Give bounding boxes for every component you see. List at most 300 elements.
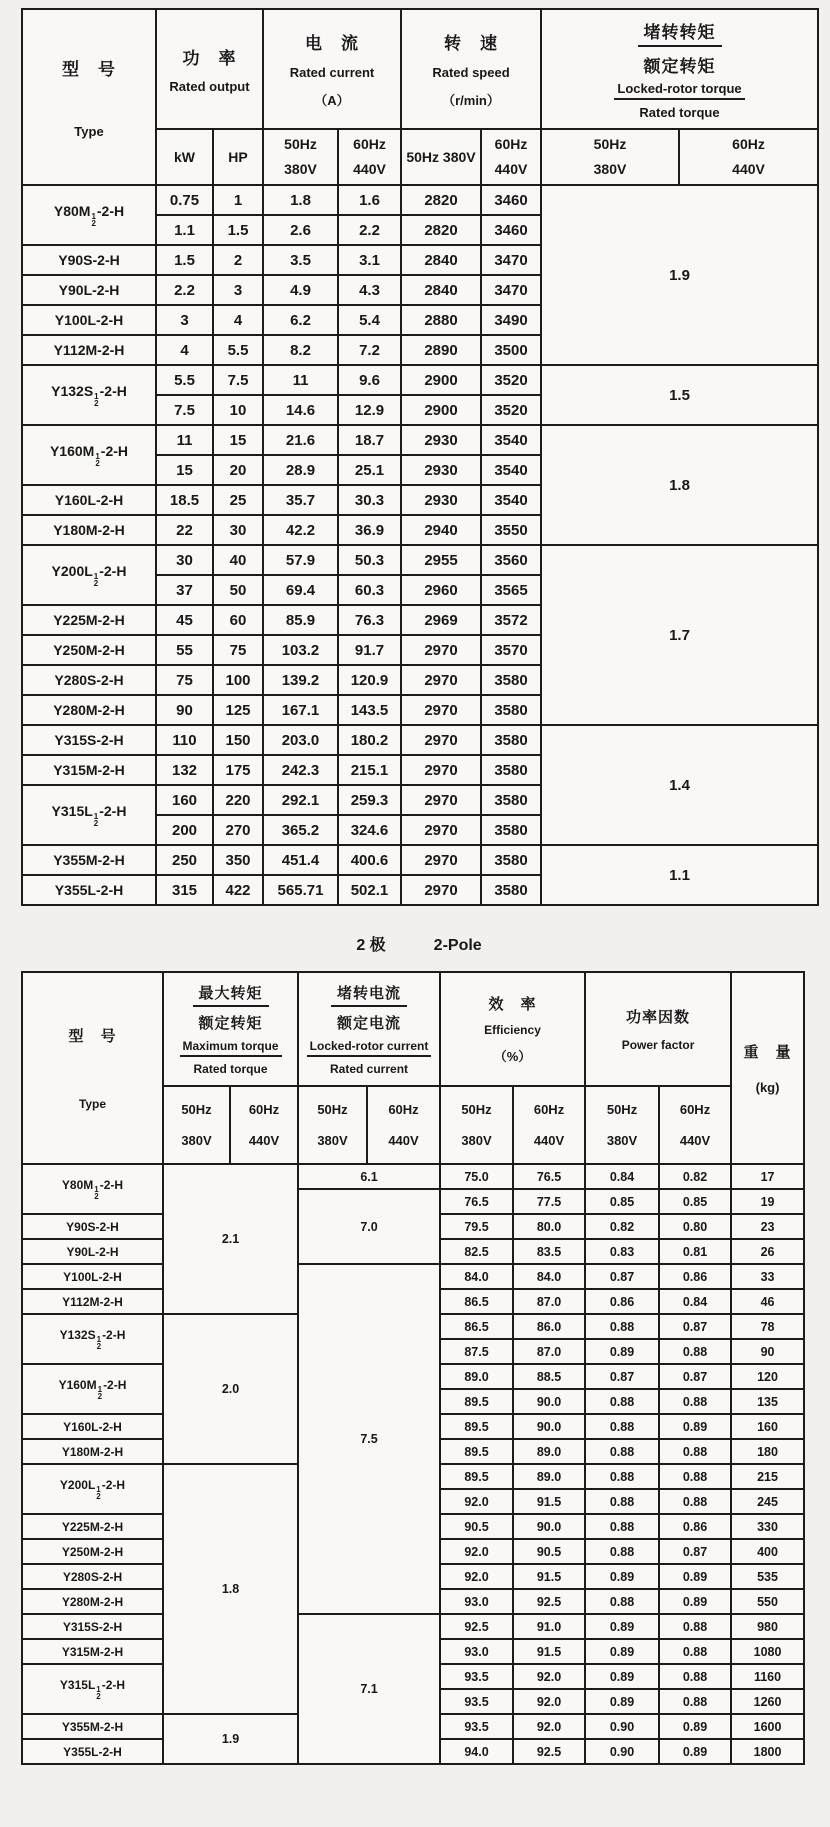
pf60-cell: 0.87 bbox=[659, 1364, 731, 1389]
n50-cell: 2940 bbox=[401, 515, 481, 545]
e60-cell: 90.5 bbox=[513, 1539, 585, 1564]
type-header bbox=[22, 9, 156, 185]
wt-cell: 90 bbox=[731, 1339, 804, 1364]
n60-cell: 3520 bbox=[481, 395, 541, 425]
hp-cell: 220 bbox=[213, 785, 263, 815]
table-row bbox=[22, 1264, 804, 1289]
speed-label-cn: 转 速 bbox=[444, 34, 498, 54]
freq-50hz: 50Hz bbox=[461, 1101, 492, 1117]
i50-cell: 292.1 bbox=[263, 785, 338, 815]
model-name: Y315S-2-H bbox=[62, 1619, 123, 1634]
model-cell bbox=[22, 1464, 163, 1514]
e60-cell: 83.5 bbox=[513, 1239, 585, 1264]
model-cell bbox=[22, 755, 156, 785]
n60-cell: 3490 bbox=[481, 305, 541, 335]
n60-cell: 3580 bbox=[481, 695, 541, 725]
pf50-cell: 0.88 bbox=[585, 1414, 659, 1439]
e60-cell: 92.0 bbox=[513, 1689, 585, 1714]
hp-cell: 4 bbox=[213, 305, 263, 335]
pf50-cell: 0.83 bbox=[585, 1239, 659, 1264]
weight-header bbox=[731, 972, 804, 1164]
e50-cell: 93.5 bbox=[440, 1689, 513, 1714]
model-cell bbox=[22, 1414, 163, 1439]
model-name: Y100L-2-H bbox=[63, 1269, 122, 1284]
n60-cell: 3580 bbox=[481, 815, 541, 845]
n50-cell: 2820 bbox=[401, 215, 481, 245]
pf60-cell: 0.88 bbox=[659, 1339, 731, 1364]
max-torque-ratio-cell: 2.1 bbox=[163, 1164, 298, 1314]
speed-label-en: Rated speed bbox=[432, 64, 510, 80]
power-factor-label-en: Power factor bbox=[621, 1038, 695, 1053]
current-label-en: Rated current bbox=[289, 64, 375, 80]
lrc-50hz-header bbox=[298, 1086, 367, 1164]
wt-cell: 550 bbox=[731, 1589, 804, 1614]
i60-cell: 7.2 bbox=[338, 335, 401, 365]
pf50-cell: 0.88 bbox=[585, 1314, 659, 1339]
wt-cell: 535 bbox=[731, 1564, 804, 1589]
hp-cell: 40 bbox=[213, 545, 263, 575]
model-name: Y180M-2-H bbox=[61, 1444, 124, 1459]
wt-cell: 33 bbox=[731, 1264, 804, 1289]
frame-size-stack: 1 2 bbox=[91, 212, 96, 228]
e50-cell: 75.0 bbox=[440, 1164, 513, 1189]
wt-cell: 1800 bbox=[731, 1739, 804, 1764]
pf60-cell: 0.89 bbox=[659, 1714, 731, 1739]
i50-cell: 21.6 bbox=[263, 425, 338, 455]
kw-cell: 37 bbox=[156, 575, 213, 605]
model-cell bbox=[22, 875, 156, 905]
table-row bbox=[22, 1614, 804, 1639]
table-row bbox=[22, 545, 818, 575]
n50-cell: 2969 bbox=[401, 605, 481, 635]
pf-50hz-header bbox=[585, 1086, 659, 1164]
i50-cell: 14.6 bbox=[263, 395, 338, 425]
locked-rotor-current-cell: 6.1 bbox=[298, 1164, 440, 1189]
hp-cell: 175 bbox=[213, 755, 263, 785]
i50-cell: 69.4 bbox=[263, 575, 338, 605]
i50-cell: 242.3 bbox=[263, 755, 338, 785]
efficiency-60hz-header bbox=[513, 1086, 585, 1164]
max-torque-60hz-header bbox=[230, 1086, 298, 1164]
hp-cell: 350 bbox=[213, 845, 263, 875]
i60-cell: 30.3 bbox=[338, 485, 401, 515]
kw-cell: 1.1 bbox=[156, 215, 213, 245]
e50-cell: 93.5 bbox=[440, 1714, 513, 1739]
e60-cell: 92.5 bbox=[513, 1739, 585, 1764]
e60-cell: 90.0 bbox=[513, 1514, 585, 1539]
table1-body bbox=[22, 185, 818, 905]
model-cell bbox=[22, 725, 156, 755]
model-name: Y180M-2-H bbox=[53, 521, 125, 538]
hp-cell: 20 bbox=[213, 455, 263, 485]
n60-cell: 3565 bbox=[481, 575, 541, 605]
i60-cell: 143.5 bbox=[338, 695, 401, 725]
model-cell bbox=[22, 1364, 163, 1414]
kw-cell: 110 bbox=[156, 725, 213, 755]
model-name: Y250M-2-H bbox=[61, 1544, 124, 1559]
wt-cell: 160 bbox=[731, 1414, 804, 1439]
table-row bbox=[22, 365, 818, 395]
e50-cell: 89.5 bbox=[440, 1389, 513, 1414]
model-name: Y315L 1 2 -2-H bbox=[59, 1678, 126, 1701]
model-cell bbox=[22, 785, 156, 845]
pf50-cell: 0.88 bbox=[585, 1589, 659, 1614]
e60-cell: 80.0 bbox=[513, 1214, 585, 1239]
n50-cell: 2880 bbox=[401, 305, 481, 335]
torque-ratio-header bbox=[541, 9, 818, 129]
kw-cell: 22 bbox=[156, 515, 213, 545]
i50-cell: 139.2 bbox=[263, 665, 338, 695]
kw-cell: 1.5 bbox=[156, 245, 213, 275]
i60-cell: 9.6 bbox=[338, 365, 401, 395]
model-name: Y132S 1 2 -2-H bbox=[59, 1328, 126, 1351]
e50-cell: 89.0 bbox=[440, 1364, 513, 1389]
torque-numerator-cn: 堵转转矩 bbox=[638, 18, 722, 47]
torque-ratio-cell: 1.9 bbox=[541, 185, 818, 365]
pf50-cell: 0.88 bbox=[585, 1489, 659, 1514]
frame-size-stack: 1 2 bbox=[95, 452, 100, 468]
kw-cell: 315 bbox=[156, 875, 213, 905]
n60-cell: 3470 bbox=[481, 245, 541, 275]
max-torque-numerator-en: Maximum torque bbox=[180, 1039, 282, 1057]
model-cell bbox=[22, 1639, 163, 1664]
lrc-denominator-en: Rated current bbox=[330, 1061, 409, 1076]
n50-cell: 2960 bbox=[401, 575, 481, 605]
e60-cell: 89.0 bbox=[513, 1464, 585, 1489]
e50-cell: 92.0 bbox=[440, 1539, 513, 1564]
e50-cell: 84.0 bbox=[440, 1264, 513, 1289]
volt-380v: 380V bbox=[593, 161, 627, 177]
i60-cell: 400.6 bbox=[338, 845, 401, 875]
wt-cell: 400 bbox=[731, 1539, 804, 1564]
table-row bbox=[22, 1164, 804, 1189]
model-name: Y225M-2-H bbox=[61, 1519, 124, 1534]
weight-label-cn: 重 量 bbox=[743, 1044, 792, 1061]
n60-cell: 3570 bbox=[481, 635, 541, 665]
wt-cell: 23 bbox=[731, 1214, 804, 1239]
pf60-cell: 0.88 bbox=[659, 1464, 731, 1489]
e60-cell: 84.0 bbox=[513, 1264, 585, 1289]
max-torque-50hz-header bbox=[163, 1086, 230, 1164]
pf50-cell: 0.82 bbox=[585, 1214, 659, 1239]
e60-cell: 91.0 bbox=[513, 1614, 585, 1639]
i60-cell: 324.6 bbox=[338, 815, 401, 845]
frame-size-stack: 1 2 bbox=[96, 1485, 101, 1501]
wt-cell: 1600 bbox=[731, 1714, 804, 1739]
e60-cell: 89.0 bbox=[513, 1439, 585, 1464]
e60-cell: 91.5 bbox=[513, 1639, 585, 1664]
model-cell bbox=[22, 1614, 163, 1639]
hp-cell: 3 bbox=[213, 275, 263, 305]
max-torque-denominator-cn: 额定转矩 bbox=[198, 1015, 263, 1033]
pf50-cell: 0.88 bbox=[585, 1389, 659, 1414]
e50-cell: 94.0 bbox=[440, 1739, 513, 1764]
pf60-cell: 0.88 bbox=[659, 1664, 731, 1689]
model-name: Y280S-2-H bbox=[54, 671, 124, 688]
power-header bbox=[156, 9, 263, 129]
e50-cell: 79.5 bbox=[440, 1214, 513, 1239]
model-cell bbox=[22, 1714, 163, 1739]
wt-cell: 46 bbox=[731, 1289, 804, 1314]
pf60-cell: 0.82 bbox=[659, 1164, 731, 1189]
model-name: Y80M 1 2 -2-H bbox=[53, 203, 125, 228]
model-cell bbox=[22, 185, 156, 245]
model-name: Y112M-2-H bbox=[62, 1294, 123, 1309]
max-torque-numerator-cn: 最大转矩 bbox=[193, 982, 269, 1007]
model-name: Y315L 1 2 -2-H bbox=[51, 803, 127, 828]
e50-cell: 89.5 bbox=[440, 1414, 513, 1439]
i50-cell: 103.2 bbox=[263, 635, 338, 665]
i60-cell: 5.4 bbox=[338, 305, 401, 335]
i60-cell: 50.3 bbox=[338, 545, 401, 575]
e60-cell: 90.0 bbox=[513, 1414, 585, 1439]
model-name: Y90L-2-H bbox=[58, 281, 120, 298]
hp-cell: 150 bbox=[213, 725, 263, 755]
volt-440v: 440V bbox=[533, 1133, 565, 1148]
freq-50hz: 50Hz bbox=[606, 1101, 638, 1117]
e60-cell: 92.5 bbox=[513, 1589, 585, 1614]
model-name: Y280S-2-H bbox=[62, 1569, 123, 1584]
model-cell bbox=[22, 1664, 163, 1714]
kw-cell: 3 bbox=[156, 305, 213, 335]
frame-size-stack: 1 2 bbox=[94, 392, 99, 408]
pf60-cell: 0.89 bbox=[659, 1414, 731, 1439]
torque-denominator-en: Rated torque bbox=[639, 105, 720, 121]
n60-cell: 3580 bbox=[481, 875, 541, 905]
model-name: Y355L-2-H bbox=[63, 1744, 122, 1759]
e50-cell: 86.5 bbox=[440, 1314, 513, 1339]
kw-cell: 18.5 bbox=[156, 485, 213, 515]
i50-cell: 28.9 bbox=[263, 455, 338, 485]
hp-cell: 25 bbox=[213, 485, 263, 515]
frame-size-stack: 1 2 bbox=[96, 1685, 101, 1701]
i50-cell: 565.71 bbox=[263, 875, 338, 905]
model-cell bbox=[22, 1564, 163, 1589]
n60-cell: 3580 bbox=[481, 725, 541, 755]
model-name: Y225M-2-H bbox=[53, 611, 125, 628]
pf50-cell: 0.84 bbox=[585, 1164, 659, 1189]
model-name: Y160M 1 2 -2-H bbox=[49, 443, 129, 468]
model-name: Y132S 1 2 -2-H bbox=[51, 383, 127, 408]
table1-header bbox=[22, 9, 818, 185]
current-header bbox=[263, 9, 401, 129]
efficiency-unit: （%） bbox=[493, 1049, 532, 1064]
wt-cell: 1080 bbox=[731, 1639, 804, 1664]
model-name: Y160M 1 2 -2-H bbox=[58, 1378, 127, 1401]
i60-cell: 91.7 bbox=[338, 635, 401, 665]
torque-ratio-cell: 1.7 bbox=[541, 545, 818, 725]
wt-cell: 135 bbox=[731, 1389, 804, 1414]
speed-50hz-header: 50Hz 380V bbox=[401, 129, 481, 185]
i50-cell: 42.2 bbox=[263, 515, 338, 545]
torque-60hz-header bbox=[679, 129, 818, 185]
power-label-en: Rated output bbox=[169, 79, 250, 95]
kw-cell: 0.75 bbox=[156, 185, 213, 215]
pf60-cell: 0.89 bbox=[659, 1739, 731, 1764]
model-name: Y112M-2-H bbox=[53, 341, 125, 358]
model-name: Y200L 1 2 -2-H bbox=[51, 563, 127, 588]
speed-60hz-header bbox=[481, 129, 541, 185]
pf50-cell: 0.90 bbox=[585, 1714, 659, 1739]
e50-cell: 87.5 bbox=[440, 1339, 513, 1364]
n50-cell: 2970 bbox=[401, 725, 481, 755]
table-row bbox=[22, 845, 818, 875]
model-cell bbox=[22, 1739, 163, 1764]
max-torque-ratio-cell: 2.0 bbox=[163, 1314, 298, 1464]
efficiency-header bbox=[440, 972, 585, 1086]
max-torque-header bbox=[163, 972, 298, 1086]
type-label-en: Type bbox=[78, 1097, 107, 1112]
e60-cell: 86.0 bbox=[513, 1314, 585, 1339]
kw-cell: 132 bbox=[156, 755, 213, 785]
i50-cell: 167.1 bbox=[263, 695, 338, 725]
n60-cell: 3580 bbox=[481, 665, 541, 695]
pf50-cell: 0.85 bbox=[585, 1189, 659, 1214]
pf60-cell: 0.88 bbox=[659, 1389, 731, 1414]
pole-caption bbox=[21, 932, 817, 955]
max-torque-ratio-cell: 1.8 bbox=[163, 1464, 298, 1714]
volt-440v: 440V bbox=[353, 161, 386, 177]
model-cell bbox=[22, 1439, 163, 1464]
pf50-cell: 0.89 bbox=[585, 1664, 659, 1689]
motor-table-1 bbox=[21, 8, 819, 906]
i60-cell: 3.1 bbox=[338, 245, 401, 275]
e50-cell: 89.5 bbox=[440, 1464, 513, 1489]
model-cell bbox=[22, 1314, 163, 1364]
wt-cell: 78 bbox=[731, 1314, 804, 1339]
pf50-cell: 0.87 bbox=[585, 1264, 659, 1289]
pf60-cell: 0.88 bbox=[659, 1639, 731, 1664]
n60-cell: 3572 bbox=[481, 605, 541, 635]
model-name: Y90S-2-H bbox=[66, 1219, 119, 1234]
torque-50hz-header bbox=[541, 129, 679, 185]
model-cell bbox=[22, 305, 156, 335]
hp-cell: 1 bbox=[213, 185, 263, 215]
volt-440v: 440V bbox=[732, 161, 765, 177]
pf60-cell: 0.87 bbox=[659, 1539, 731, 1564]
pole-label-cn: 2 极 bbox=[356, 937, 386, 954]
i60-cell: 1.6 bbox=[338, 185, 401, 215]
e50-cell: 82.5 bbox=[440, 1239, 513, 1264]
pf60-cell: 0.84 bbox=[659, 1289, 731, 1314]
torque-denominator-cn: 额定转矩 bbox=[643, 56, 716, 76]
e50-cell: 89.5 bbox=[440, 1439, 513, 1464]
volt-380v: 380V bbox=[284, 161, 317, 177]
i50-cell: 2.6 bbox=[263, 215, 338, 245]
n60-cell: 3580 bbox=[481, 755, 541, 785]
n50-cell: 2930 bbox=[401, 425, 481, 455]
i50-cell: 85.9 bbox=[263, 605, 338, 635]
n60-cell: 3550 bbox=[481, 515, 541, 545]
kw-cell: 4 bbox=[156, 335, 213, 365]
model-cell bbox=[22, 425, 156, 485]
i60-cell: 18.7 bbox=[338, 425, 401, 455]
i60-cell: 4.3 bbox=[338, 275, 401, 305]
current-60hz-header bbox=[338, 129, 401, 185]
frame-size-stack: 1 2 bbox=[97, 1385, 103, 1401]
e50-cell: 90.5 bbox=[440, 1514, 513, 1539]
e50-cell: 92.0 bbox=[440, 1564, 513, 1589]
motor-table-2 bbox=[21, 971, 805, 1765]
wt-cell: 17 bbox=[731, 1164, 804, 1189]
type-label-cn: 型 号 bbox=[62, 59, 116, 79]
n50-cell: 2900 bbox=[401, 365, 481, 395]
freq-60hz: 60Hz bbox=[388, 1101, 419, 1117]
n60-cell: 3520 bbox=[481, 365, 541, 395]
pf60-cell: 0.86 bbox=[659, 1514, 731, 1539]
power-label-cn: 功 率 bbox=[182, 48, 237, 68]
n50-cell: 2930 bbox=[401, 485, 481, 515]
efficiency-50hz-header bbox=[440, 1086, 513, 1164]
table-row bbox=[22, 725, 818, 755]
kw-cell: 55 bbox=[156, 635, 213, 665]
freq-50hz: 50Hz bbox=[317, 1101, 348, 1117]
kw-cell: 250 bbox=[156, 845, 213, 875]
speed-header bbox=[401, 9, 541, 129]
pf60-cell: 0.88 bbox=[659, 1689, 731, 1714]
efficiency-label-en: Efficiency bbox=[484, 1023, 541, 1037]
model-name: Y80M 1 2 -2-H bbox=[61, 1178, 124, 1201]
model-cell bbox=[22, 275, 156, 305]
e50-cell: 76.5 bbox=[440, 1189, 513, 1214]
kw-cell: 90 bbox=[156, 695, 213, 725]
hp-cell: 75 bbox=[213, 635, 263, 665]
volt-380v: 380V bbox=[461, 1133, 492, 1148]
kw-cell: 7.5 bbox=[156, 395, 213, 425]
hp-cell: 30 bbox=[213, 515, 263, 545]
volt-380v: 380V bbox=[181, 1133, 212, 1148]
e60-cell: 77.5 bbox=[513, 1189, 585, 1214]
model-name: Y355M-2-H bbox=[53, 851, 125, 868]
freq-60hz: 60Hz bbox=[732, 135, 765, 152]
model-cell bbox=[22, 605, 156, 635]
model-cell bbox=[22, 1164, 163, 1214]
volt-440v: 440V bbox=[494, 161, 528, 177]
model-cell bbox=[22, 545, 156, 605]
freq-60hz: 60Hz bbox=[533, 1101, 565, 1117]
model-name: Y315M-2-H bbox=[61, 1644, 124, 1659]
i60-cell: 60.3 bbox=[338, 575, 401, 605]
current-unit: （A） bbox=[314, 92, 350, 108]
i50-cell: 6.2 bbox=[263, 305, 338, 335]
n60-cell: 3580 bbox=[481, 785, 541, 815]
pf60-cell: 0.88 bbox=[659, 1439, 731, 1464]
max-torque-ratio-cell: 1.9 bbox=[163, 1714, 298, 1764]
model-cell bbox=[22, 335, 156, 365]
n50-cell: 2930 bbox=[401, 455, 481, 485]
e60-cell: 88.5 bbox=[513, 1364, 585, 1389]
hp-cell: 422 bbox=[213, 875, 263, 905]
n50-cell: 2970 bbox=[401, 785, 481, 815]
wt-cell: 180 bbox=[731, 1439, 804, 1464]
kw-cell: 11 bbox=[156, 425, 213, 455]
i60-cell: 25.1 bbox=[338, 455, 401, 485]
e50-cell: 86.5 bbox=[440, 1289, 513, 1314]
locked-rotor-current-header bbox=[298, 972, 440, 1086]
n50-cell: 2955 bbox=[401, 545, 481, 575]
model-name: Y90S-2-H bbox=[58, 251, 120, 268]
n50-cell: 2840 bbox=[401, 245, 481, 275]
e50-cell: 93.5 bbox=[440, 1664, 513, 1689]
wt-cell: 215 bbox=[731, 1464, 804, 1489]
hp-cell: 125 bbox=[213, 695, 263, 725]
n60-cell: 3580 bbox=[481, 845, 541, 875]
model-cell bbox=[22, 365, 156, 425]
torque-numerator-en: Locked-rotor torque bbox=[614, 81, 744, 100]
n50-cell: 2900 bbox=[401, 395, 481, 425]
n60-cell: 3460 bbox=[481, 185, 541, 215]
type-header bbox=[22, 972, 163, 1164]
